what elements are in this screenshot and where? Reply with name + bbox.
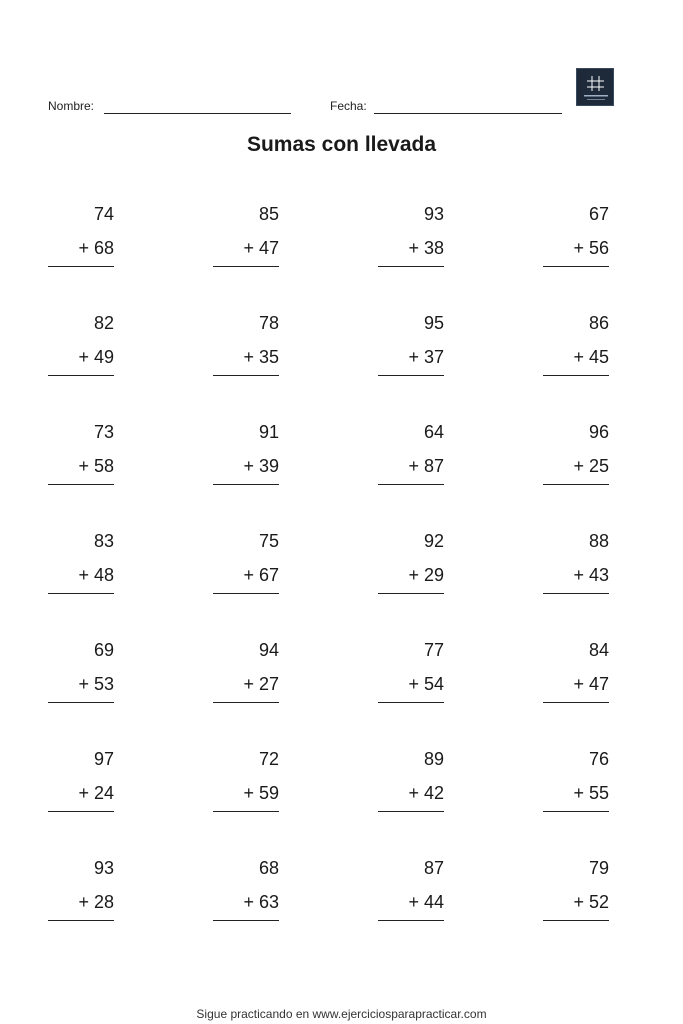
second-addend: + 25 [573,456,609,476]
answer-line[interactable] [48,920,114,921]
answer-line[interactable] [213,593,279,594]
addition-problem [48,200,114,264]
answer-line[interactable] [48,375,114,376]
first-addend: 86 [588,313,609,333]
grid-logo-icon [577,69,615,107]
answer-line[interactable] [543,266,609,267]
answer-line[interactable] [543,375,609,376]
first-addend: 89 [423,749,444,769]
date-label: Fecha: [330,99,367,113]
answer-line[interactable] [213,920,279,921]
footer-text: Sigue practicando en www.ejerciciosparapracticar.com [196,1007,487,1021]
second-addend: + 42 [408,783,444,803]
answer-line[interactable] [213,484,279,485]
problems-grid [48,200,612,918]
second-addend: + 29 [408,565,444,585]
second-addend: + 43 [573,565,609,585]
second-addend: + 47 [243,238,279,258]
answer-line[interactable] [378,702,444,703]
second-addend: + 87 [408,456,444,476]
addition-problem [213,745,279,809]
answer-line[interactable] [48,593,114,594]
addition-problem [48,527,114,591]
answer-line[interactable] [543,484,609,485]
first-addend: 96 [588,422,609,442]
addition-problem [378,418,444,482]
addition-problem [378,527,444,591]
answer-line[interactable] [543,811,609,812]
addition-problem [543,418,609,482]
first-addend: 68 [258,858,279,878]
second-addend: + 38 [408,238,444,258]
addition-problem [378,309,444,373]
addition-problem [543,854,609,918]
first-addend: 78 [258,313,279,333]
second-addend: + 52 [573,892,609,912]
worksheet-header [48,96,568,118]
second-addend: + 28 [78,892,114,912]
second-addend: + 49 [78,347,114,367]
name-label: Nombre: [48,99,95,113]
second-addend: + 63 [243,892,279,912]
worksheet-title: Sumas con llevada [246,133,437,156]
second-addend: + 58 [78,456,114,476]
addition-problem [543,200,609,264]
answer-line[interactable] [543,593,609,594]
answer-line[interactable] [543,920,609,921]
second-addend: + 44 [408,892,444,912]
second-addend: + 59 [243,783,279,803]
first-addend: 64 [423,422,444,442]
answer-line[interactable] [213,375,279,376]
addition-problem [48,418,114,482]
second-addend: + 37 [408,347,444,367]
first-addend: 85 [258,204,279,224]
answer-line[interactable] [48,266,114,267]
second-addend: + 55 [573,783,609,803]
first-addend: 74 [93,204,114,224]
first-addend: 87 [423,858,444,878]
name-field[interactable] [104,113,291,114]
first-addend: 69 [93,640,114,660]
addition-problem [543,636,609,700]
first-addend: 92 [423,531,444,551]
first-addend: 76 [588,749,609,769]
answer-line[interactable] [543,702,609,703]
first-addend: 79 [588,858,609,878]
addition-problem [378,636,444,700]
answer-line[interactable] [378,266,444,267]
second-addend: + 27 [243,674,279,694]
answer-line[interactable] [378,811,444,812]
addition-problem [543,309,609,373]
addition-problem [543,527,609,591]
first-addend: 84 [588,640,609,660]
first-addend: 83 [93,531,114,551]
addition-problem [543,745,609,809]
first-addend: 75 [258,531,279,551]
second-addend: + 47 [573,674,609,694]
answer-line[interactable] [378,593,444,594]
second-addend: + 35 [243,347,279,367]
second-addend: + 54 [408,674,444,694]
second-addend: + 68 [78,238,114,258]
addition-problem [213,309,279,373]
second-addend: + 45 [573,347,609,367]
first-addend: 93 [423,204,444,224]
second-addend: + 56 [573,238,609,258]
second-addend: + 39 [243,456,279,476]
first-addend: 67 [588,204,609,224]
site-logo [576,68,614,106]
addition-problem [213,636,279,700]
answer-line[interactable] [213,811,279,812]
addition-problem [48,309,114,373]
answer-line[interactable] [48,702,114,703]
answer-line[interactable] [48,484,114,485]
second-addend: + 24 [78,783,114,803]
addition-problem [48,745,114,809]
addition-problem [213,200,279,264]
addition-problem [48,636,114,700]
first-addend: 95 [423,313,444,333]
first-addend: 73 [93,422,114,442]
addition-problem [213,527,279,591]
addition-problem [213,854,279,918]
addition-problem [48,854,114,918]
date-field[interactable] [374,113,562,114]
first-addend: 93 [93,858,114,878]
addition-problem [378,854,444,918]
answer-line[interactable] [378,484,444,485]
answer-line[interactable] [378,920,444,921]
addition-problem [378,745,444,809]
answer-line[interactable] [213,266,279,267]
first-addend: 88 [588,531,609,551]
second-addend: + 53 [78,674,114,694]
first-addend: 97 [93,749,114,769]
answer-line[interactable] [378,375,444,376]
first-addend: 82 [93,313,114,333]
addition-problem [213,418,279,482]
addition-problem [378,200,444,264]
first-addend: 94 [258,640,279,660]
second-addend: + 48 [78,565,114,585]
second-addend: + 67 [243,565,279,585]
first-addend: 72 [258,749,279,769]
answer-line[interactable] [48,811,114,812]
answer-line[interactable] [213,702,279,703]
first-addend: 77 [423,640,444,660]
first-addend: 91 [258,422,279,442]
